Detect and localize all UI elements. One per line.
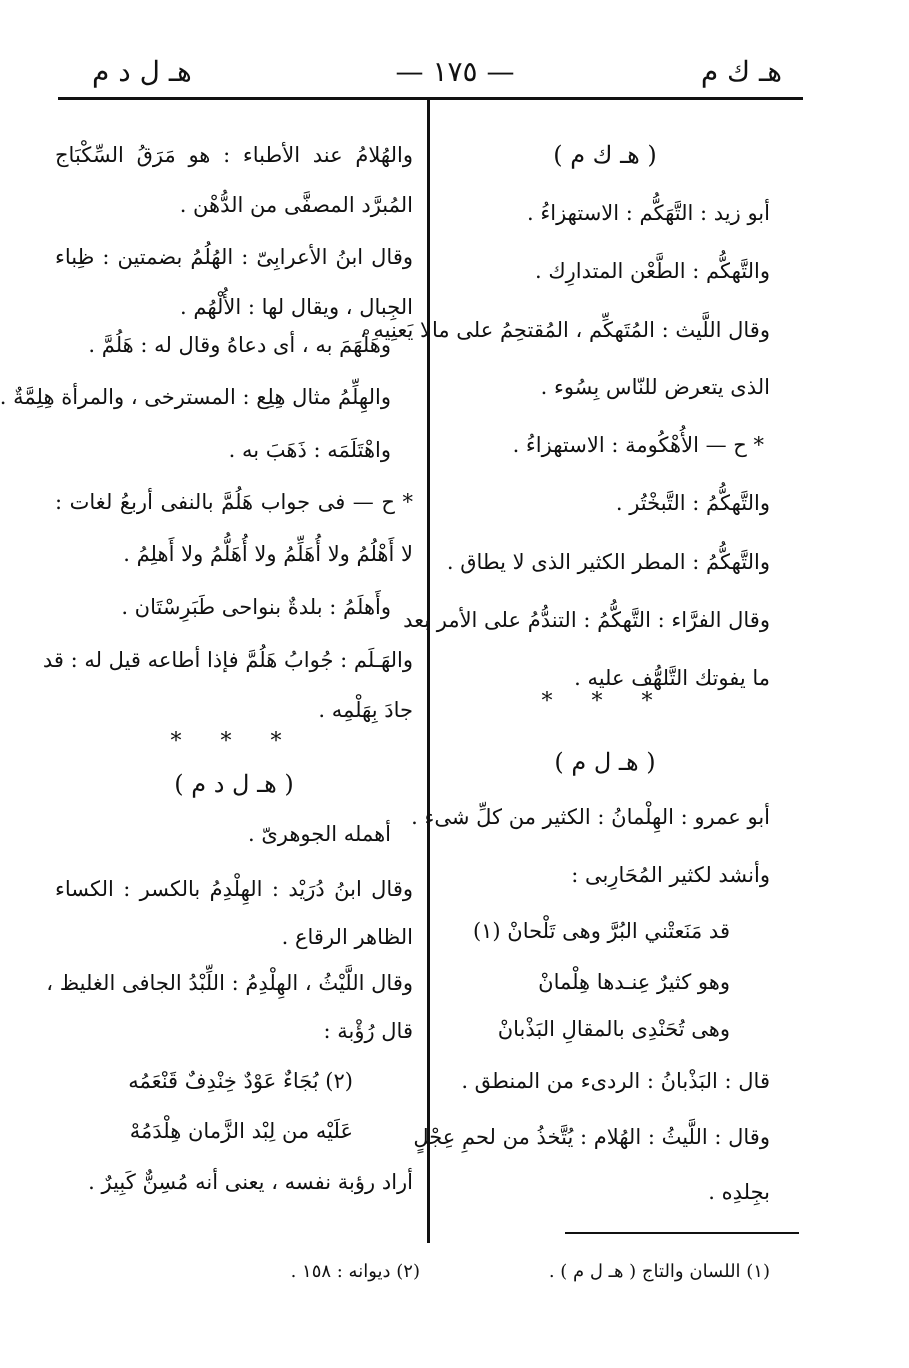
verse-line: وهو كثيرٌ عِنـدها هِلْمانْ [538,970,730,994]
text-line: ما يفوتك التَّلهُّف عليه . [574,666,770,690]
text-line: والتَّهكُّم : الطَّعْن المتدارِك . [534,259,770,283]
running-head-right: هـ ك م [700,55,782,88]
text-line: أهمله الجوهرىّ . [247,822,391,846]
text-line: وقال الفرَّاء : التَّهكُّمُ : التندُّمُ على الأمر بعد [403,608,770,632]
text-line: وأنشد لكثير المُحَارِبى : [571,863,770,887]
text-line: الجِبال ، ويقال لها : الأُلْهُم . [180,295,413,319]
verse-line: وهى تُحَنْدِى بالمقالِ البَذْبانْ [497,1017,730,1041]
column-divider [427,100,430,1243]
entry-heading-hldm: ( هـ ل د م ) [174,770,294,798]
text-line: واهْتَلَمَه : ذَهَبَ به . [228,438,391,462]
entry-heading-hlm: ( هـ ل م ) [554,748,656,776]
text-line: والهُلامُ عند الأطباء : هو مَرَقُ السِّكْبَاج [55,143,413,167]
entry-heading-hkm: ( هـ ك م ) [553,141,657,169]
verse-line: عَلَيْه من لِبْد الزَّمان هِلْدَمُهْ [129,1119,353,1143]
section-separator: * * * [541,689,669,714]
text-line: والهِلِّمُ مثال هِلِع : المسترخى ، والمرأة هِلِمَّةٌ . [0,385,391,409]
text-line: وهَلْهَمَ به ، أى دعاهُ وقال له : هَلُمَّ . [88,333,391,357]
text-line: قال : البَذْبانُ : الردىء من المنطق . [461,1069,770,1093]
text-line: والهَـلَم : جُوابُ هَلُمَّ فإذا أطاعه قيل له : قد [42,648,413,672]
section-separator: * * * [170,729,298,754]
text-line: الظاهر الرقاع . [281,925,413,949]
text-line: وقال ابنُ الأعرابِىّ : الهُلُمُ بضمتين : ظِباء [55,245,413,269]
text-line: أبو عمرو : الهِلْمانُ : الكثير من كلِّ شىء . [411,805,770,829]
text-line: المُبرَّد المصفَّى من الدُّهْن . [179,193,413,217]
text-line: * ح — فى جواب هَلُمَّ بالنفى أربعُ لغات : [55,490,413,514]
text-line: وقال اللَّيث : المُتَهكِّم ، المُقتحِمُ على مالا يَعنِيه ، [359,318,770,342]
verse-line: قد مَنَعتْني البُرَّ وهى تَلْحانْ (١) [472,919,730,943]
text-line: أراد رؤبة نفسه ، يعنى أنه مُسِنٌّ كَبِيرٌ . [88,1170,413,1194]
text-line: وأَهلَمُ : بلدةٌ بنواحى طَبَرِسْتَان . [121,595,391,619]
text-line: والتَّهكُّمُ : المطر الكثير الذى لا يطاق . [446,550,770,574]
text-line: والتَّهكُّمُ : التَّبخْتُر . [615,491,770,515]
footnote-1: (١) اللسان والتاج ( هـ ل م ) . [548,1261,770,1282]
verse-line: (٢) بُجَاءٌ عَوْدٌ خِنْدِفٌ قَنْعَمُه [128,1069,353,1093]
text-line: وقال اللَّيْثُ ، الهِلْدِمُ : اللِّبْدُ الجافى الغليظ ، [46,971,413,995]
page-number: — ١٧٥ — [395,55,515,88]
text-line: بجِلدِه . [708,1180,770,1204]
text-line: وقال ابنُ دُرَيْد : الهِلْدِمُ بالكسر : الكساء [55,877,413,901]
text-line: الذى يتعرض للنّاس بِسُوء . [540,375,770,399]
header-rule [58,97,803,100]
text-line: * ح — الأُهْكُومة : الاستهزاءُ . [512,433,764,457]
running-head-left: هـ ل د م [92,55,192,88]
footnote-2: (٢) ديوانه : ١٥٨ . [290,1261,420,1282]
text-line: وقال : اللَّيثُ : الهُلام : يُتَّخذُ من لحمِ عِجْلٍ [413,1125,770,1149]
text-line: لا أَهْلُمُ ولا أُهَلِّمُ ولا أُهَلُّمُ ولا أَهلِمُ . [123,542,413,566]
text-line: جادَ بِهَلْمِه . [318,698,413,722]
text-line: أبو زيد : التَّهَكُّم : الاستهزاءُ . [527,201,770,225]
text-line: قال رُؤْبة : [323,1019,413,1043]
footnote-rule [565,1232,799,1234]
